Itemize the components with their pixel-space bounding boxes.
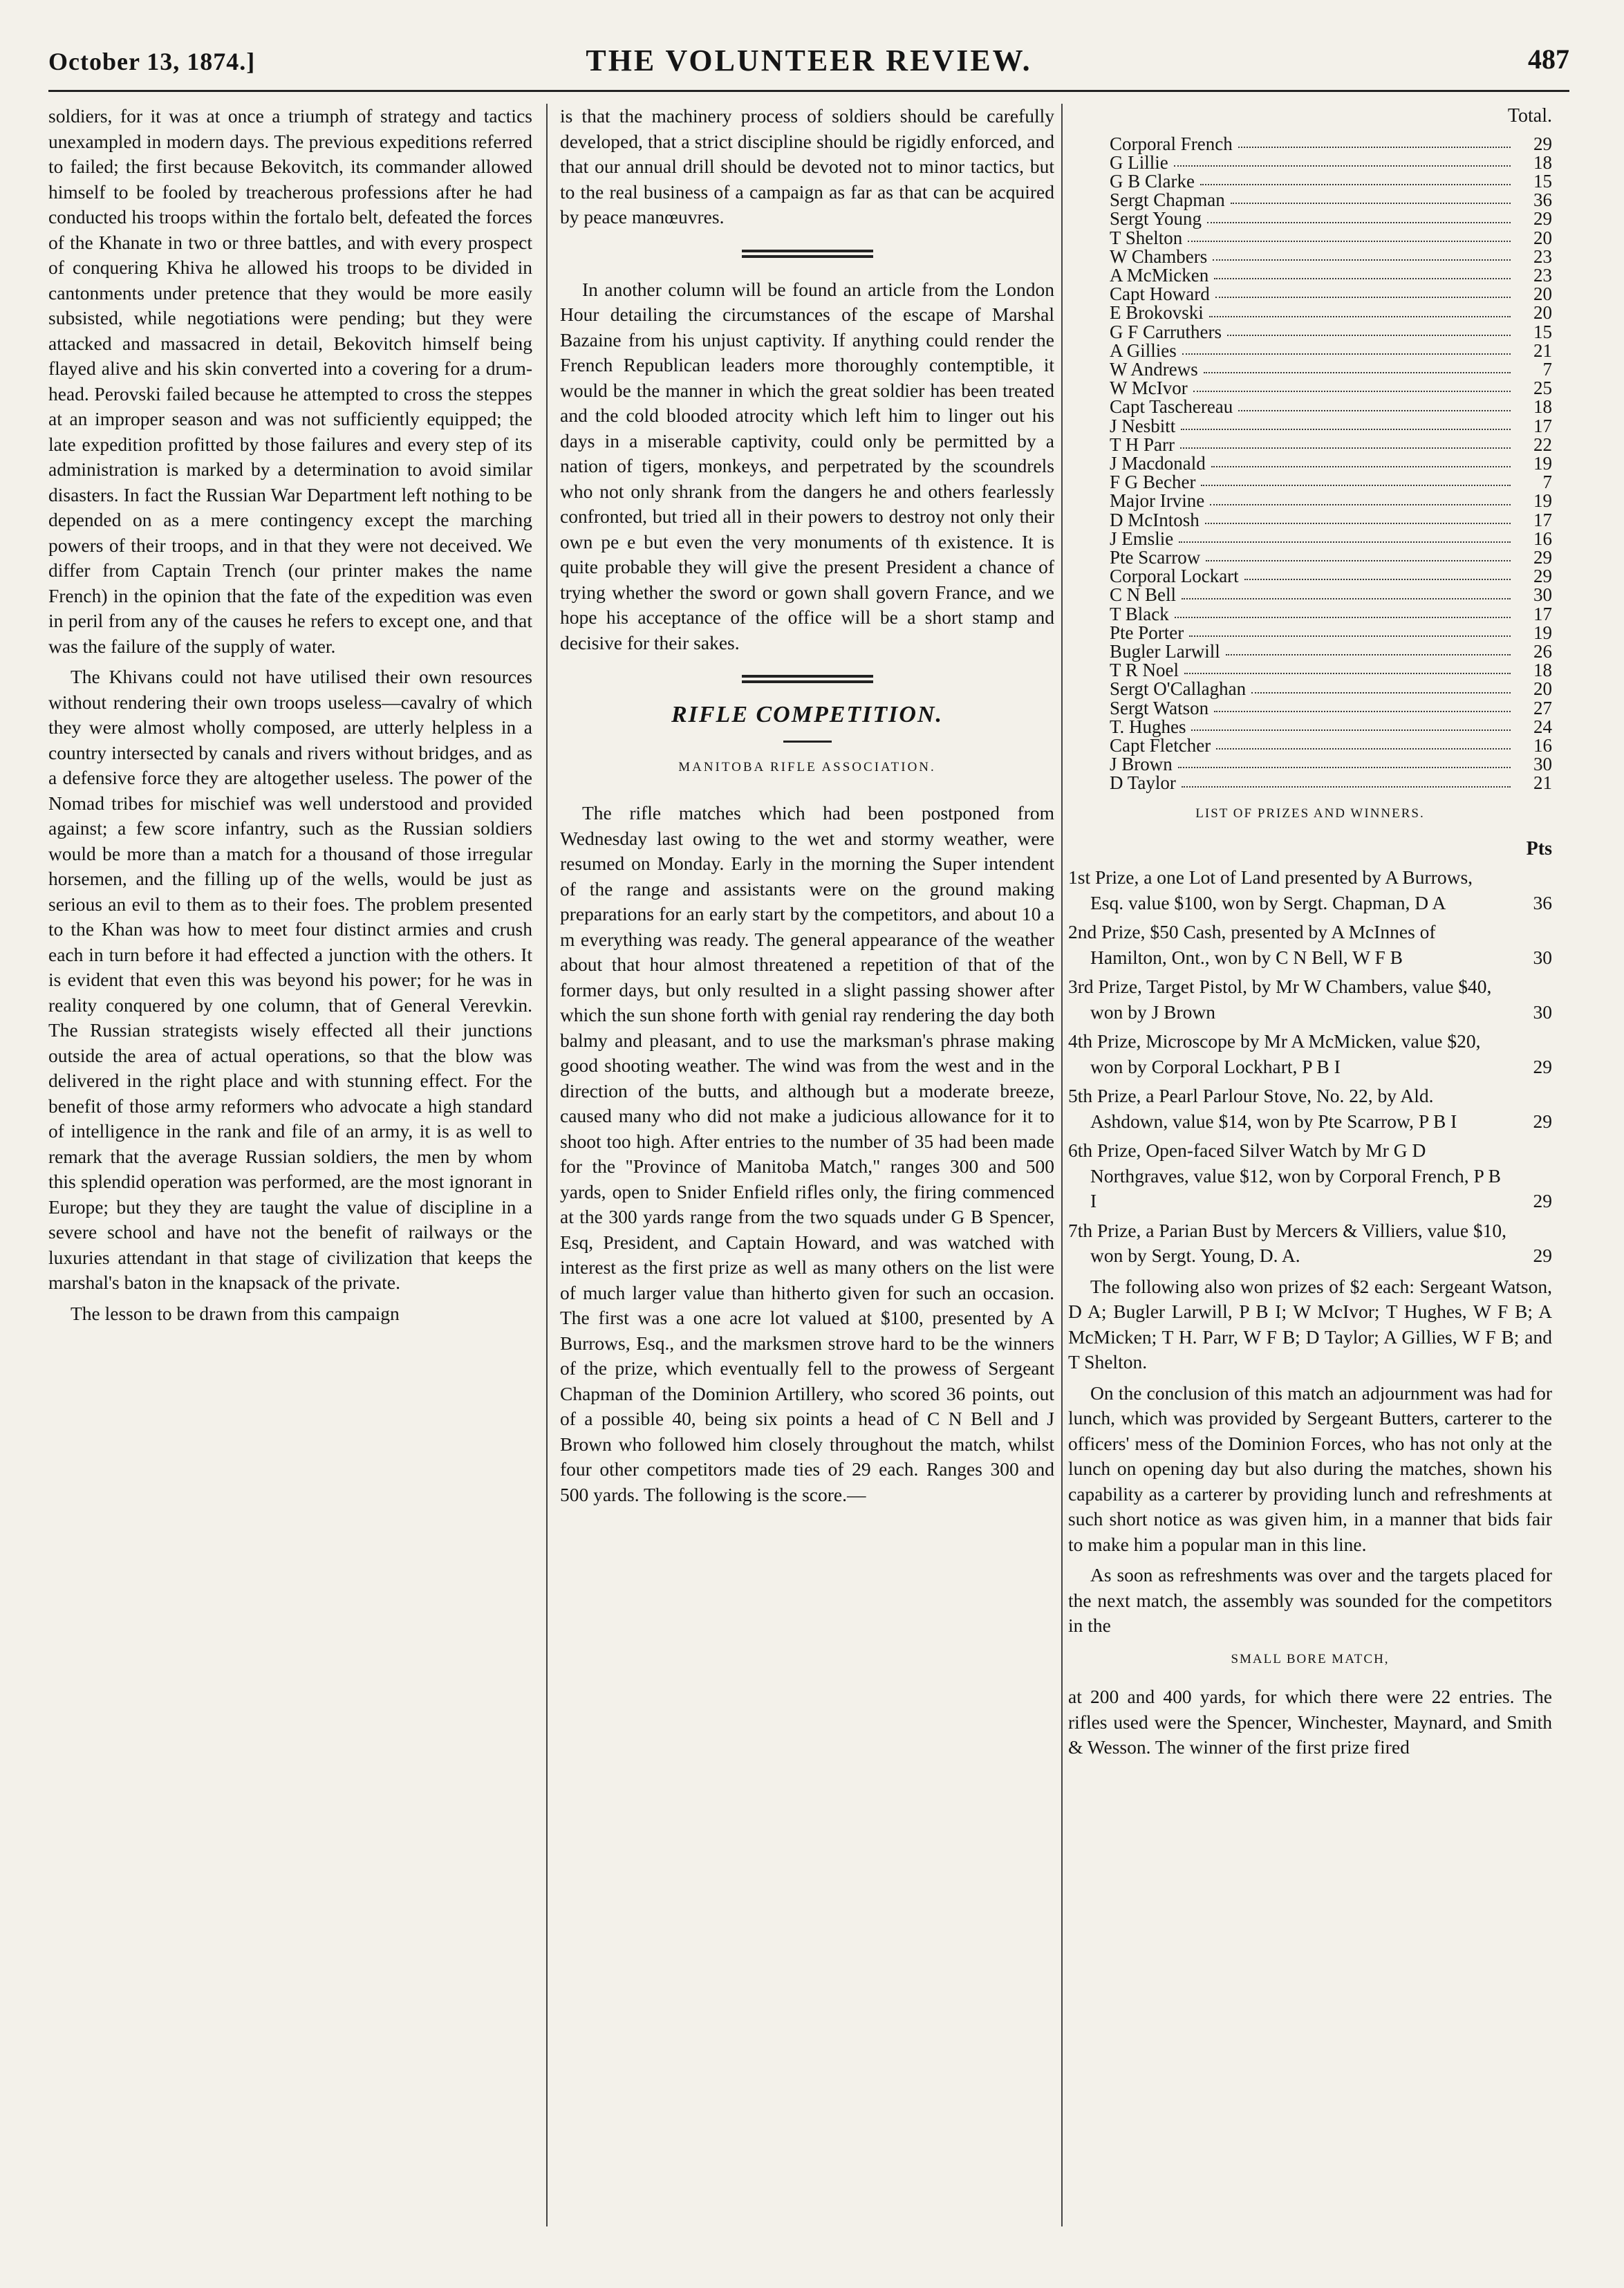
competitor-name: T R Noel (1110, 660, 1179, 681)
prize-description: 5th Prize, a Pearl Parlour Stove, No. 22, by Ald. Ashdown, value $14, won by Pte Scarrow, P B I (1068, 1085, 1457, 1132)
competitor-name: J Brown (1110, 754, 1173, 775)
dot-leader (1214, 699, 1511, 712)
score-row (1110, 736, 1552, 755)
competitor-score: 30 (1533, 584, 1552, 606)
score-row (1110, 245, 1552, 267)
competitor-name: T. Hughes (1110, 716, 1186, 737)
score-row (1110, 699, 1552, 718)
dot-leader (1216, 736, 1511, 750)
competitor-score: 7 (1542, 358, 1552, 380)
competitor-name: Corporal Lockart (1110, 566, 1239, 587)
dot-leader (1238, 398, 1511, 411)
score-row (1110, 229, 1552, 248)
score-row (1110, 266, 1552, 285)
prize-row (1068, 1029, 1552, 1079)
competitor-score: 15 (1533, 321, 1552, 342)
competitor-name: A Gillies (1110, 340, 1177, 361)
dot-leader (1182, 586, 1511, 599)
match-heading: SMALL BORE MATCH, (1231, 1651, 1390, 1666)
dot-leader (1181, 417, 1511, 430)
score-row (1110, 642, 1552, 661)
column-divider (1061, 104, 1063, 2226)
section-divider (742, 675, 873, 683)
competitor-name: D McIntosh (1110, 509, 1200, 530)
dot-leader (1214, 266, 1511, 279)
competitor-score: 19 (1533, 490, 1552, 512)
prize-row (1068, 974, 1552, 1025)
competitor-name: Sergt Watson (1110, 697, 1209, 718)
score-row (1110, 191, 1552, 210)
prize-points: 30 (1533, 946, 1552, 968)
score-table-header: Total. (1507, 105, 1552, 127)
score-row (1110, 492, 1552, 510)
editorial-paragraph: In another column will be found an article from the London Hour detailing the circumstances of the escape of Marshal Bazaine from his unjust captivity. If anything could render the French Republican leaders more thoroughly contemptible, it would be the manner in which the great soldier has been treated and the cold blooded atrocity which left him to linger out his days in a miserable captivity, could only be permitted by a nation of tigers, monkeys, and perpetrated by the scoundrels who not only shrank from the dangers he and others fearlessly confronted, but tried all in their powers to destroy not only their own pe e but even the very monuments of th existence. It is quite probable they will give the present President a chance of trying whether the sword or gown shall govern France, and we hope his acceptance of the office will be a short stamp and decisive for their sakes. (560, 278, 1054, 653)
score-row (1110, 151, 1552, 173)
column-right (1068, 104, 1552, 1766)
dot-leader (1251, 680, 1511, 693)
article-subheading: MANITOBA RIFLE ASSOCIATION. (678, 759, 936, 774)
editorial-paragraph: is that the machinery process of soldiers should be carefully developed, that a strict discipline should be rigidly enforced, and that our annual drill should be devoted not to minor tactics, but to the real business of a campaign as far as that can be acquired by peace manœuvres. (560, 105, 1054, 227)
competitor-score: 19 (1533, 622, 1552, 643)
article-paragraph: The following also won prizes of $2 each: Sergeant Watson, D A; Bugler Larwill, P B I; W McIvor; T Hughes, W F B; A McMicken; T H. Parr, W F B; D Taylor; A Gillies, W F B; and T Shelton. (1068, 1275, 1552, 1373)
competitor-name: G Lillie (1110, 151, 1168, 173)
dot-leader (1211, 454, 1511, 467)
competitor-score: 18 (1533, 151, 1552, 173)
competitor-score: 20 (1533, 678, 1552, 700)
publication-title: THE VOLUNTEER REVIEW. (586, 44, 1032, 77)
score-row (1110, 379, 1552, 398)
masthead (48, 28, 1569, 92)
competitor-score: 18 (1533, 660, 1552, 681)
dot-leader (1193, 379, 1511, 392)
competitor-score: 20 (1533, 283, 1552, 305)
competitor-name: J Macdonald (1110, 452, 1206, 474)
column-middle (560, 104, 1054, 1513)
score-row (1110, 680, 1552, 698)
dot-leader (1204, 360, 1511, 373)
issue-date: October 13, 1874.] (48, 48, 256, 75)
competitor-name: G B Clarke (1110, 170, 1195, 192)
competitor-name: F G Becher (1110, 472, 1196, 493)
dot-leader (1201, 473, 1511, 486)
score-row (1110, 605, 1552, 624)
competitor-name: W Chambers (1110, 245, 1208, 267)
competitor-name: J Emslie (1110, 528, 1174, 549)
prize-description: 1st Prize, a one Lot of Land presented by A Burrows, Esq. value $100, won by Sergt. Chapman, D A (1068, 866, 1473, 913)
competitor-name: T H Parr (1110, 434, 1175, 455)
competitor-score: 23 (1533, 264, 1552, 286)
dot-leader (1182, 774, 1511, 787)
score-row (1110, 210, 1552, 228)
competitor-name: W Andrews (1110, 358, 1198, 380)
competitor-name: Pte Scarrow (1110, 546, 1201, 568)
competitor-score: 30 (1533, 754, 1552, 775)
dot-leader (1180, 436, 1511, 449)
prize-list-heading: LIST OF PRIZES AND WINNERS. (1195, 806, 1425, 821)
article-paragraph: at 200 and 400 yards, for which there were 22 entries. The rifles used were the Spencer, Winchester, Maynard, and Smith & Wesson. The winner of the first prize fired (1068, 1686, 1552, 1758)
article-paragraph: The rifle matches which had been postponed from Wednesday last owing to the wet and stormy weather, were resumed on Monday. Early in the morning the Super intendent of the range and assistants were on the ground making preparations for an early start by the competitors, and about 10 a m everything was ready. The general appearance of the weather about that hour almost threatened a repetition of that of the former days, but only resulted in a slight passing shower after which the sun shone forth with genial ray rendering the day both balmy and pleasant, and to use the marksman's phrase making good shooting weather. The wind was from the west and in the direction of the butts, and although but a moderate breeze, caused many who did not make a judicious allowance for it to shoot too high. After entries to the number of 35 had been made for the "Province of Manitoba Match," ranges 300 and 500 yards, open to Snider Enfield rifles only, the firing commenced at the 300 yards range from the two squads under G B Spencer, Esq, President, and Captain Howard, and was watched with interest as the first prize as well as many others on the list were of much larger value than hitherto given for such an occasion. The first was a one acre lot valued at $100, presented by A Burrows, Esq., and the marksmen strove hard to be the winners of the prize, which eventually fell to the prowess of Sergeant Chapman of the Dominion Artillery, who scored 36 points, out of a possible 40, being six points a head of C N Bell and J Brown who followed him closely throughout the match, whilst four other competitors made ties of 29 each. Ranges 300 and 500 yards. The following is the score.— (560, 802, 1054, 1505)
competitor-name: Sergt Chapman (1110, 189, 1225, 211)
editorial-paragraph: soldiers, for it was at once a triumph of strategy and tactics unexampled in modern days. The previous expeditions referred to failed; the first because Bekovitch, its commander allowed himself to be fooled by treacherous professions after he had conducted his troops within the fortalo belt, defeated the forces of the Khanate in two or three battles, and with every prospect of conquering Khiva he allowed his troops to be divided in cantonments under pretence that they would be more easily subsisted, while negotiations were pending; but they were attacked and massacred in detail, Bekovitch himself being flayed alive and his skin converted into a covering for a drum-head. Perovski failed because he attempted to cross the steppes at an improper season and was not sufficiently equipped; the late expedition profitted by those failures and every step of its administration is marked by a determination to avoid similar disasters. In fact the Russian War Department left nothing to be depended on as a mere contingency except the marching powers of their troops, and in that they were not deceived. We differ from Captain Trench (our printer makes the name French) in the opinion that the fate of the expedition was even in peril from any of the causes he refers to except one, and that was the failure of the supply of water. (48, 105, 532, 657)
dot-leader (1227, 323, 1511, 336)
competitor-score: 21 (1533, 772, 1552, 794)
prize-points: 30 (1533, 1001, 1552, 1023)
dot-leader (1188, 229, 1511, 242)
heading-rule (783, 741, 832, 743)
competitor-score: 24 (1533, 716, 1552, 737)
dot-leader (1215, 285, 1511, 298)
competitor-score: 29 (1533, 566, 1552, 587)
competitor-name: Capt Fletcher (1110, 735, 1211, 756)
score-row (1110, 511, 1552, 530)
score-row (1110, 172, 1552, 191)
competitor-score: 21 (1533, 340, 1552, 361)
score-list (1068, 135, 1552, 793)
prize-row (1068, 865, 1552, 915)
prize-description: 4th Prize, Microscope by Mr A McMicken, value $20, won by Corporal Lockhart, P B I (1068, 1030, 1481, 1077)
points-header: Pts (1526, 838, 1552, 860)
score-row (1110, 530, 1552, 548)
score-row (1110, 473, 1552, 492)
competitor-score: 16 (1533, 735, 1552, 756)
competitor-score: 16 (1533, 528, 1552, 549)
competitor-name: J Nesbitt (1110, 415, 1176, 436)
score-row (1110, 360, 1552, 379)
score-row (1110, 454, 1552, 473)
competitor-name: G F Carruthers (1110, 321, 1222, 342)
competitor-name: Sergt Young (1110, 208, 1202, 230)
dot-leader (1174, 154, 1511, 167)
competitor-score: 20 (1533, 302, 1552, 324)
dot-leader (1244, 567, 1511, 580)
competitor-name: E Brokovski (1110, 302, 1204, 324)
score-row (1110, 323, 1552, 342)
page-number: 487 (1528, 44, 1569, 75)
prize-points: 29 (1533, 1245, 1552, 1267)
score-row (1110, 342, 1552, 360)
dot-leader (1189, 624, 1511, 637)
competitor-name: Capt Howard (1110, 283, 1210, 305)
score-row (1110, 304, 1552, 322)
competitor-score: 27 (1533, 697, 1552, 718)
dot-leader (1206, 548, 1511, 561)
column-divider (546, 104, 548, 2226)
score-row (1110, 755, 1552, 774)
score-row (1110, 567, 1552, 586)
competitor-score: 29 (1533, 546, 1552, 568)
competitor-score: 29 (1533, 133, 1552, 154)
score-row (1110, 548, 1552, 567)
competitor-name: T Black (1110, 603, 1169, 624)
score-row (1110, 774, 1552, 792)
dot-leader (1238, 135, 1511, 148)
dot-leader (1231, 191, 1511, 204)
dot-leader (1184, 661, 1511, 674)
competitor-score: 17 (1533, 509, 1552, 530)
competitor-score: 17 (1533, 603, 1552, 624)
competitor-name: A McMicken (1110, 264, 1209, 286)
dot-leader (1209, 304, 1511, 317)
prize-row (1068, 1138, 1552, 1214)
competitor-name: Sergt O'Callaghan (1110, 678, 1247, 700)
dot-leader (1179, 530, 1511, 543)
competitor-name: W McIvor (1110, 378, 1188, 399)
competitor-score: 23 (1533, 245, 1552, 267)
prize-points: 29 (1533, 1190, 1552, 1212)
prize-list (1068, 865, 1552, 1269)
editorial-paragraph: The Khivans could not have utilised their own resources without rendering their own troops useless—cavalry of which they were almost wholly composed, are utterly helpless in a country intersected by canals and rivers without bridges, and as a defensive force they are altogether useless. The power of the Nomad tribes for mischief was well understood and provided against; a few score infantry, such as the Russian soldiers would be more than a match for a thousand of those irregular horsemen, and the filling up of the wells, would be just as serious an evil to them as to their foes. The problem presented to the Khan was how to meet four distinct armies and crush each in turn before it had effected a junction with the others. It is evident that even this was beyond his power; for he was in reality conquered by one column, that of General Verevkin. The Russian strategists wisely effected all their junctions outside the area of actual operations, so that the blow was delivered in the right place and with stunning effect. For the benefit of those army reformers who advocate a high standard of intelligence in the rank and file of an army, it is as well to remark that the average Russian soldiers, the men by whom this splendid operation was performed, are the most ignorant in Europe; but they they are taught the value of discipline in a severe school and have not the benefit of railways or the luxuries attendant in that stage of civilization that keeps the marshal's baton in the knapsack of the private. (48, 666, 532, 1293)
prize-row (1068, 1218, 1552, 1269)
competitor-score: 17 (1533, 415, 1552, 436)
competitor-name: Capt Taschereau (1110, 396, 1233, 418)
competitor-name: D Taylor (1110, 772, 1176, 794)
score-row (1110, 624, 1552, 642)
prize-points: 29 (1533, 1110, 1552, 1132)
score-row (1110, 586, 1552, 604)
score-row (1110, 398, 1552, 416)
dot-leader (1210, 492, 1511, 505)
score-row (1110, 135, 1552, 154)
competitor-name: Pte Porter (1110, 622, 1184, 643)
competitor-score: 20 (1533, 227, 1552, 248)
editorial-paragraph: The lesson to be drawn from this campaign (71, 1302, 400, 1324)
prize-description: 2nd Prize, $50 Cash, presented by A McInnes of Hamilton, Ont., won by C N Bell, W F B (1068, 921, 1436, 968)
competitor-score: 7 (1542, 472, 1552, 493)
competitor-name: Corporal French (1110, 133, 1233, 154)
prize-description: 7th Prize, a Parian Bust by Mercers & Villiers, value $10, won by Sergt. Young, D. A. (1068, 1219, 1507, 1267)
competitor-name: Bugler Larwill (1110, 640, 1220, 662)
score-row (1110, 436, 1552, 454)
competitor-name: T Shelton (1110, 227, 1183, 248)
competitor-name: Major Irvine (1110, 490, 1205, 512)
score-row (1110, 661, 1552, 680)
article-paragraph: As soon as refreshments was over and the targets placed for the next match, the assembly was sounded for the competitors in the (1068, 1564, 1552, 1637)
competitor-score: 15 (1533, 170, 1552, 192)
prize-description: 3rd Prize, Target Pistol, by Mr W Chambers, value $40, won by J Brown (1068, 976, 1492, 1023)
score-row (1110, 417, 1552, 436)
score-row (1110, 285, 1552, 304)
competitor-score: 25 (1533, 378, 1552, 399)
prize-row (1068, 1083, 1552, 1134)
competitor-score: 36 (1533, 189, 1552, 211)
competitor-name: C N Bell (1110, 584, 1177, 606)
dot-leader (1200, 172, 1511, 185)
prize-row (1068, 920, 1552, 970)
dot-leader (1207, 210, 1511, 223)
competitor-score: 19 (1533, 452, 1552, 474)
dot-leader (1226, 642, 1511, 655)
article-heading: RIFLE COMPETITION. (671, 702, 944, 727)
prize-points: 36 (1533, 891, 1552, 913)
dot-leader (1178, 755, 1511, 768)
prize-description: 6th Prize, Open-faced Silver Watch by Mr G D Northgraves, value $12, won by Corporal French, P B I (1068, 1140, 1501, 1212)
dot-leader (1213, 248, 1511, 261)
competitor-score: 29 (1533, 208, 1552, 230)
dot-leader (1182, 342, 1511, 355)
dot-leader (1191, 718, 1511, 731)
competitor-score: 26 (1533, 640, 1552, 662)
competitor-score: 22 (1533, 434, 1552, 455)
prize-points: 29 (1533, 1055, 1552, 1077)
competitor-score: 18 (1533, 396, 1552, 418)
dot-leader (1175, 605, 1511, 618)
article-paragraph: On the conclusion of this match an adjournment was had for lunch, which was provided by Sergeant Butters, carterer to the officers' mess of the Dominion Forces, who has not only at the lunch on opening day but also during the matches, shown his capability as a carterer by providing lunch and refreshments at such short notice as was given him, in a manner that bids fair to make him a popular man in this line. (1068, 1382, 1552, 1555)
dot-leader (1205, 511, 1511, 524)
column-left (48, 104, 532, 1332)
score-row (1110, 718, 1552, 736)
section-divider (742, 250, 873, 258)
